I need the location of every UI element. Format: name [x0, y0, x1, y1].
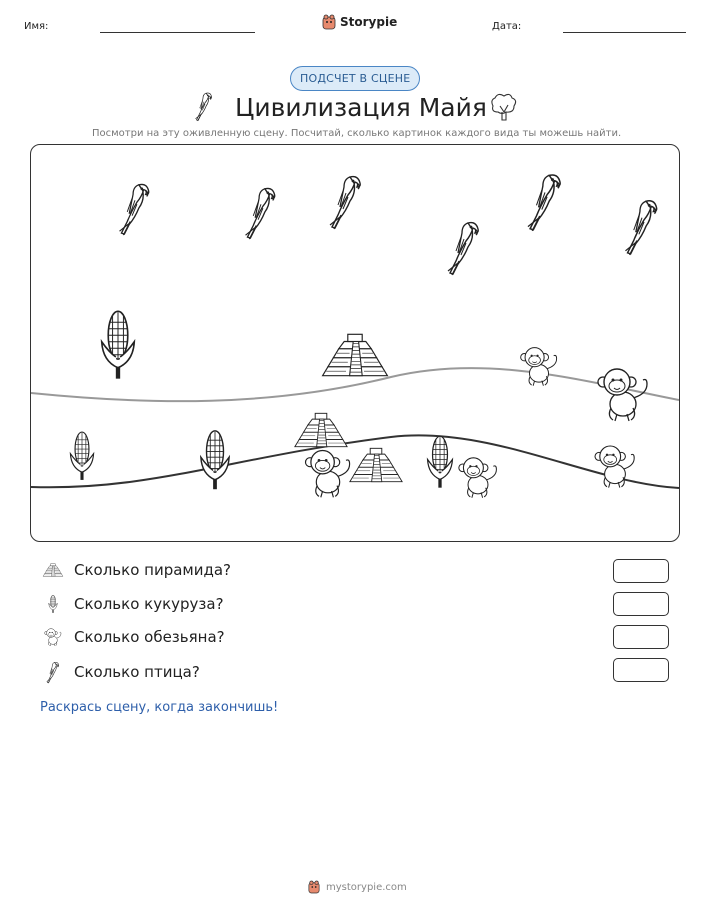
parrot-icon	[113, 179, 157, 237]
instructions: Посмотри на эту оживленную сцену. Посчитай, сколько картинок каждого вида ты можешь найти.	[92, 128, 622, 139]
question-row	[42, 660, 200, 684]
answer-box[interactable]	[613, 658, 669, 682]
parrot-icon	[619, 195, 665, 257]
storypie-logo-icon	[308, 880, 320, 894]
pyramid-icon	[347, 443, 405, 487]
answer-box[interactable]	[613, 559, 669, 583]
pyramid-icon	[42, 562, 64, 578]
date-line[interactable]	[563, 32, 686, 33]
name-label: Имя:	[24, 21, 49, 32]
coloring-note: Раскрась сцену, когда закончишь!	[40, 700, 279, 715]
parrot-icon	[441, 217, 487, 277]
parrot-icon	[521, 169, 569, 233]
question-row	[42, 561, 231, 579]
corn-icon	[194, 427, 236, 493]
monkey-icon	[42, 627, 64, 647]
storypie-logo-icon	[322, 14, 336, 30]
parrot-icon	[192, 90, 216, 122]
question-text: Сколько кукуруза?	[74, 595, 224, 613]
corn-icon	[93, 307, 143, 383]
name-line[interactable]	[100, 32, 255, 33]
parrot-icon	[323, 171, 369, 231]
page-title: Цивилизация Майя	[235, 93, 487, 122]
corn-icon	[422, 433, 458, 491]
monkey-icon	[455, 453, 501, 501]
question-text: Сколько пирамида?	[74, 561, 232, 579]
tree-icon	[490, 90, 518, 122]
date-label: Дата:	[492, 21, 522, 32]
question-row	[42, 627, 225, 647]
corn-icon	[65, 429, 99, 483]
parrot-icon	[239, 183, 283, 241]
answer-box[interactable]	[613, 592, 669, 616]
monkey-icon	[517, 343, 561, 389]
answer-box[interactable]	[613, 625, 669, 649]
question-text: Сколько обезьяна?	[74, 628, 225, 646]
logo-text: Storypie	[340, 15, 398, 29]
activity-badge: ПОДСЧЕТ В СЦЕНЕ	[290, 66, 420, 91]
corn-icon	[42, 594, 64, 614]
monkey-icon	[593, 363, 653, 425]
monkey-icon	[591, 441, 639, 491]
storypie-logo	[322, 14, 397, 30]
question-text: Сколько птица?	[74, 663, 200, 681]
counting-scene	[30, 144, 680, 542]
footer	[308, 880, 407, 894]
pyramid-icon	[319, 329, 391, 381]
monkey-icon	[301, 445, 355, 501]
parrot-icon	[42, 660, 64, 684]
question-row	[42, 594, 224, 614]
footer-link[interactable]: mystorypie.com	[326, 881, 407, 893]
